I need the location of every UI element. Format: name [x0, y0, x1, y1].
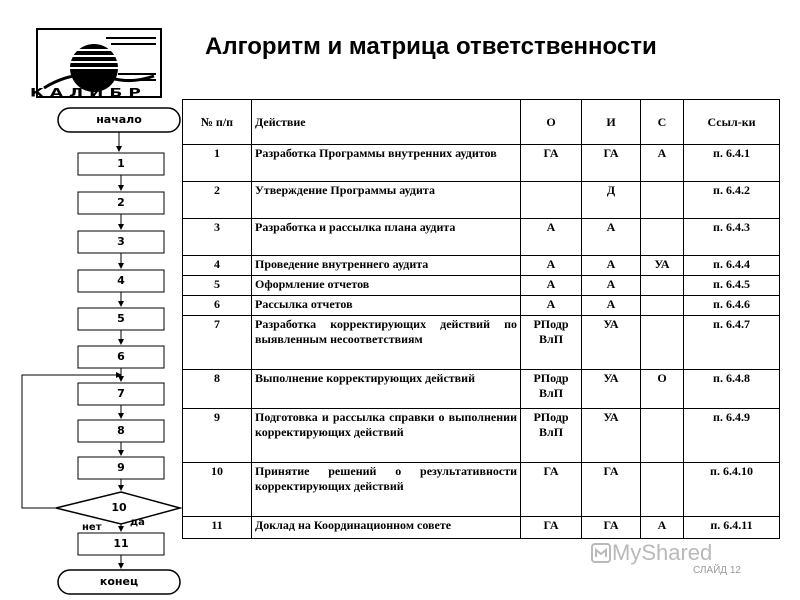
table-row — [183, 182, 780, 219]
row-o: А — [521, 296, 582, 316]
row-action: Подготовка и рассылка справки о выполнении корректирующих действий — [252, 409, 521, 463]
slide-number: СЛАЙД 12 — [693, 565, 741, 576]
flow-step-3: 3 — [117, 235, 125, 248]
row-ref: п. 6.4.3 — [684, 219, 780, 256]
row-ref: п. 6.4.4 — [684, 256, 780, 276]
row-o: А — [521, 276, 582, 296]
row-number: 6 — [183, 296, 252, 316]
row-ref: п. 6.4.10 — [684, 463, 780, 517]
flow-step-8: 8 — [117, 424, 125, 437]
row-i: А — [582, 296, 641, 316]
row-ref: п. 6.4.7 — [684, 316, 780, 370]
row-i: ГА — [582, 517, 641, 539]
row-i: УА — [582, 370, 641, 409]
flow-step-2: 2 — [117, 196, 125, 209]
row-o: РПодр ВлП — [521, 370, 582, 409]
row-o: А — [521, 256, 582, 276]
row-o — [521, 182, 582, 219]
row-i: А — [582, 256, 641, 276]
row-i: УА — [582, 409, 641, 463]
row-c — [641, 276, 684, 296]
row-c: О — [641, 370, 684, 409]
row-i: А — [582, 276, 641, 296]
row-c: УА — [641, 256, 684, 276]
header-action: Действие — [252, 100, 521, 145]
table-row — [183, 463, 780, 517]
row-number: 3 — [183, 219, 252, 256]
row-i: А — [582, 219, 641, 256]
row-action: Разработка Программы внутренних аудитов — [252, 145, 521, 182]
table-row — [183, 276, 780, 296]
flow-yes-label: да — [130, 517, 145, 528]
watermark-icon — [590, 542, 612, 564]
flow-step-4: 4 — [117, 274, 125, 287]
row-action: Разработка корректирующих действий по выявленным несоответствиям — [252, 316, 521, 370]
header-o: О — [521, 100, 582, 145]
header-c: С — [641, 100, 684, 145]
flow-step-6: 6 — [117, 350, 125, 363]
table-row — [183, 409, 780, 463]
row-ref: п. 6.4.6 — [684, 296, 780, 316]
row-ref: п. 6.4.1 — [684, 145, 780, 182]
row-number: 7 — [183, 316, 252, 370]
flow-step-5: 5 — [117, 312, 125, 325]
row-number: 2 — [183, 182, 252, 219]
watermark: MyShared — [612, 540, 713, 565]
row-action: Выполнение корректирующих действий — [252, 370, 521, 409]
row-number: 11 — [183, 517, 252, 539]
row-action: Утверждение Программы аудита — [252, 182, 521, 219]
row-c: А — [641, 145, 684, 182]
flow-end-label: конец — [99, 575, 139, 588]
table-row — [183, 517, 780, 539]
table-row — [183, 296, 780, 316]
row-o: ГА — [521, 145, 582, 182]
flow-decision-label: 10 — [111, 501, 127, 514]
row-c — [641, 316, 684, 370]
row-i: УА — [582, 316, 641, 370]
row-o: ГА — [521, 463, 582, 517]
flow-step-9: 9 — [117, 461, 125, 474]
flow-start-label: начало — [96, 113, 142, 126]
flow-step-7: 7 — [117, 387, 125, 400]
row-c — [641, 219, 684, 256]
row-i: ГА — [582, 145, 641, 182]
row-number: 8 — [183, 370, 252, 409]
row-o: А — [521, 219, 582, 256]
row-c — [641, 182, 684, 219]
table-row — [183, 370, 780, 409]
row-number: 4 — [183, 256, 252, 276]
header-i: И — [582, 100, 641, 145]
row-number: 10 — [183, 463, 252, 517]
row-c: А — [641, 517, 684, 539]
row-action: Принятие решений о результативности корректирующих действий — [252, 463, 521, 517]
flow-no-label: нет — [82, 522, 102, 533]
flowchart — [0, 0, 190, 600]
flow-step-11: 11 — [113, 537, 129, 550]
row-action: Разработка и рассылка плана аудита — [252, 219, 521, 256]
row-action: Доклад на Координационном совете — [252, 517, 521, 539]
header-number: № п/п — [183, 100, 252, 145]
row-number: 5 — [183, 276, 252, 296]
table-row — [183, 219, 780, 256]
row-action: Рассылка отчетов — [252, 296, 521, 316]
row-i: ГА — [582, 463, 641, 517]
row-c — [641, 409, 684, 463]
page-title: Алгоритм и матрица ответственности — [205, 33, 657, 60]
table-row — [183, 316, 780, 370]
row-o: РПодр ВлП — [521, 409, 582, 463]
row-number: 9 — [183, 409, 252, 463]
table-row — [183, 145, 780, 182]
header-refs: Ссыл-ки — [684, 100, 780, 145]
responsibility-matrix — [182, 99, 780, 539]
row-ref: п. 6.4.11 — [684, 517, 780, 539]
table-row — [183, 256, 780, 276]
row-ref: п. 6.4.5 — [684, 276, 780, 296]
row-c — [641, 463, 684, 517]
row-o: РПодр ВлП — [521, 316, 582, 370]
flow-steps — [78, 153, 164, 490]
row-o: ГА — [521, 517, 582, 539]
row-ref: п. 6.4.9 — [684, 409, 780, 463]
row-action: Оформление отчетов — [252, 276, 521, 296]
flow-step-1: 1 — [117, 157, 125, 170]
row-c — [641, 296, 684, 316]
brand-name: КАЛИБР — [30, 86, 147, 100]
row-number: 1 — [183, 145, 252, 182]
row-ref: п. 6.4.2 — [684, 182, 780, 219]
row-action: Проведение внутреннего аудита — [252, 256, 521, 276]
row-ref: п. 6.4.8 — [684, 370, 780, 409]
table-header-row — [183, 100, 780, 145]
row-i: Д — [582, 182, 641, 219]
